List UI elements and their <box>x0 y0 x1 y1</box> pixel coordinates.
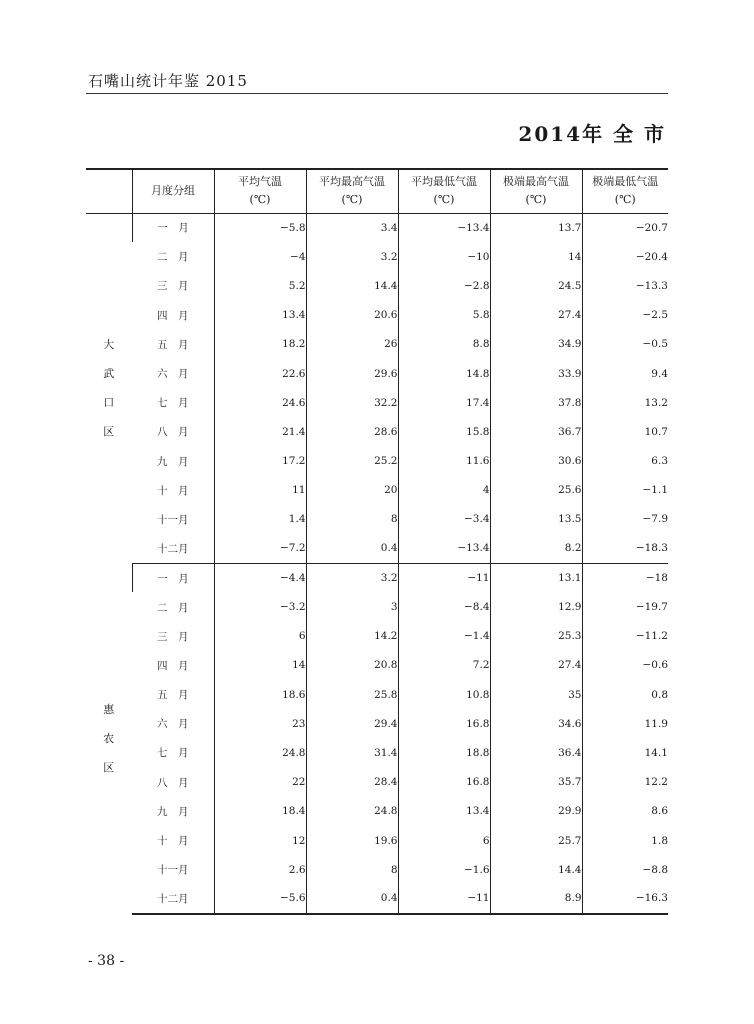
value-cell: 37.8 <box>490 388 582 417</box>
month-cell: 五 月 <box>157 689 189 702</box>
value-cell: 27.4 <box>490 301 582 330</box>
value-cell: 11.9 <box>582 709 668 738</box>
column-unit: (℃) <box>614 193 636 207</box>
column-unit: (℃) <box>249 193 271 207</box>
value-cell: 8.9 <box>490 884 582 913</box>
column-name: 平均气温 <box>238 175 282 189</box>
value-cell: −11 <box>398 884 490 913</box>
value-cell: 36.4 <box>490 738 582 767</box>
column-unit: (℃) <box>525 193 547 207</box>
value-cell: 2.6 <box>214 855 306 884</box>
value-cell: 0.8 <box>582 680 668 709</box>
value-cell: −20.4 <box>582 242 668 271</box>
value-cell: 9.4 <box>582 359 668 388</box>
value-cell: −1.1 <box>582 476 668 505</box>
value-cell: 0.4 <box>306 884 398 913</box>
value-cell: 8 <box>306 855 398 884</box>
month-cell: 一 月 <box>132 213 214 242</box>
district-char: 大 <box>103 338 115 352</box>
value-cell: 22 <box>214 768 306 797</box>
month-cell: 九 月 <box>157 455 189 468</box>
table-row <box>86 738 668 767</box>
value-cell: 14.4 <box>490 855 582 884</box>
value-cell: 11 <box>214 476 306 505</box>
value-cell: 14.8 <box>398 359 490 388</box>
value-cell: 13.5 <box>490 505 582 534</box>
value-cell: 8.6 <box>582 797 668 826</box>
column-header <box>582 169 668 213</box>
month-cell: 十二月 <box>132 534 214 563</box>
table-row <box>86 301 668 330</box>
column-header <box>132 169 214 213</box>
column-name: 平均最低气温 <box>411 175 477 189</box>
month-cell: 四 月 <box>157 659 189 672</box>
table-row <box>86 505 668 534</box>
value-cell: 20 <box>306 476 398 505</box>
value-cell: −18.3 <box>582 534 668 563</box>
value-cell: 3.2 <box>306 563 398 592</box>
value-cell: −10 <box>398 242 490 271</box>
district-char: 农 <box>103 731 115 745</box>
table-row <box>86 768 668 797</box>
table-header-row <box>86 169 668 213</box>
value-cell: 34.9 <box>490 330 582 359</box>
value-cell: 14.1 <box>582 738 668 767</box>
value-cell: 25.6 <box>490 476 582 505</box>
value-cell: 24.5 <box>490 271 582 300</box>
month-cell: 二 月 <box>157 251 189 264</box>
value-cell: 13.1 <box>490 563 582 592</box>
value-cell: 18.8 <box>398 738 490 767</box>
value-cell: 13.4 <box>214 301 306 330</box>
value-cell: 19.6 <box>306 826 398 855</box>
value-cell: 6 <box>398 826 490 855</box>
table-row <box>86 622 668 651</box>
value-cell: 23 <box>214 709 306 738</box>
table-row <box>86 797 668 826</box>
value-cell: 25.7 <box>490 826 582 855</box>
value-cell: −3.2 <box>214 592 306 621</box>
value-cell: 25.8 <box>306 680 398 709</box>
month-cell: 六 月 <box>157 368 189 381</box>
value-cell: 14 <box>214 651 306 680</box>
value-cell: −3.4 <box>398 505 490 534</box>
value-cell: 13.7 <box>490 213 582 242</box>
value-cell: 31.4 <box>306 738 398 767</box>
month-cell: 八 月 <box>157 426 189 439</box>
value-cell: −7.9 <box>582 505 668 534</box>
month-cell: 二 月 <box>157 601 189 614</box>
value-cell: 16.8 <box>398 768 490 797</box>
value-cell: −13.3 <box>582 271 668 300</box>
value-cell: −20.7 <box>582 213 668 242</box>
value-cell: −2.5 <box>582 301 668 330</box>
page-title: 2014年 全 市 <box>518 122 666 146</box>
value-cell: 29.9 <box>490 797 582 826</box>
district-group <box>86 213 668 563</box>
value-cell: −0.6 <box>582 651 668 680</box>
value-cell: 35.7 <box>490 768 582 797</box>
value-cell: 12.2 <box>582 768 668 797</box>
column-header <box>86 169 132 213</box>
value-cell: 29.6 <box>306 359 398 388</box>
value-cell: 20.6 <box>306 301 398 330</box>
value-cell: 5.2 <box>214 271 306 300</box>
value-cell: 6 <box>214 622 306 651</box>
value-cell: 24.8 <box>306 797 398 826</box>
header-rule <box>86 93 668 94</box>
district-char: 惠 <box>103 702 115 716</box>
value-cell: −4 <box>214 242 306 271</box>
page-number: - 38 - <box>88 953 125 969</box>
value-cell: 29.4 <box>306 709 398 738</box>
value-cell: 12.9 <box>490 592 582 621</box>
month-cell: 七 月 <box>157 747 189 760</box>
column-name: 平均最高气温 <box>319 175 385 189</box>
value-cell: 4 <box>398 476 490 505</box>
value-cell: −16.3 <box>582 884 668 913</box>
month-cell: 十一月 <box>157 864 189 877</box>
value-cell: −7.2 <box>214 534 306 563</box>
value-cell: 18.2 <box>214 330 306 359</box>
month-cell: 八 月 <box>157 776 189 789</box>
table-row <box>86 651 668 680</box>
month-cell: 十 月 <box>157 484 189 497</box>
value-cell: −18 <box>582 563 668 592</box>
value-cell: 17.2 <box>214 447 306 476</box>
value-cell: −13.4 <box>398 534 490 563</box>
district-name-cell <box>86 213 132 563</box>
value-cell: −2.8 <box>398 271 490 300</box>
column-header <box>398 169 490 213</box>
month-cell: 三 月 <box>157 280 189 293</box>
value-cell: 8.8 <box>398 330 490 359</box>
month-cell: 七 月 <box>157 397 189 410</box>
column-header <box>214 169 306 213</box>
value-cell: −5.8 <box>214 213 306 242</box>
table-row <box>86 417 668 446</box>
value-cell: 8.2 <box>490 534 582 563</box>
value-cell: 22.6 <box>214 359 306 388</box>
value-cell: 28.4 <box>306 768 398 797</box>
value-cell: −0.5 <box>582 330 668 359</box>
district-char: 区 <box>103 425 115 439</box>
value-cell: 18.6 <box>214 680 306 709</box>
value-cell: 34.6 <box>490 709 582 738</box>
value-cell: 14 <box>490 242 582 271</box>
column-header <box>490 169 582 213</box>
value-cell: 25.2 <box>306 447 398 476</box>
column-header <box>306 169 398 213</box>
value-cell: 16.8 <box>398 709 490 738</box>
value-cell: 8 <box>306 505 398 534</box>
column-unit: (℃) <box>433 193 455 207</box>
table-row <box>86 884 668 913</box>
month-cell: 六 月 <box>157 718 189 731</box>
value-cell: 3.2 <box>306 242 398 271</box>
value-cell: 15.8 <box>398 417 490 446</box>
value-cell: 30.6 <box>490 447 582 476</box>
value-cell: 18.4 <box>214 797 306 826</box>
table-row <box>86 534 668 563</box>
value-cell: 20.8 <box>306 651 398 680</box>
column-unit: (℃) <box>341 193 363 207</box>
month-cell: 十 月 <box>157 835 189 848</box>
value-cell: 1.8 <box>582 826 668 855</box>
table-row <box>86 855 668 884</box>
value-cell: −8.4 <box>398 592 490 621</box>
table-row <box>86 359 668 388</box>
value-cell: 14.4 <box>306 271 398 300</box>
value-cell: −1.4 <box>398 622 490 651</box>
value-cell: 27.4 <box>490 651 582 680</box>
value-cell: 7.2 <box>398 651 490 680</box>
value-cell: 13.2 <box>582 388 668 417</box>
value-cell: 6.3 <box>582 447 668 476</box>
value-cell: 10.8 <box>398 680 490 709</box>
column-name: 极端最高气温 <box>503 175 569 189</box>
climate-table <box>86 168 668 915</box>
table-row <box>86 680 668 709</box>
value-cell: 28.6 <box>306 417 398 446</box>
month-cell: 一 月 <box>132 563 214 592</box>
value-cell: 25.3 <box>490 622 582 651</box>
value-cell: −1.6 <box>398 855 490 884</box>
value-cell: −19.7 <box>582 592 668 621</box>
value-cell: 24.8 <box>214 738 306 767</box>
district-char: 区 <box>103 760 115 774</box>
value-cell: 36.7 <box>490 417 582 446</box>
value-cell: −5.6 <box>214 884 306 913</box>
table-row <box>86 447 668 476</box>
month-cell: 十二月 <box>132 884 214 913</box>
column-name: 极端最低气温 <box>592 175 659 189</box>
district-char: 口 <box>103 396 115 410</box>
table-row <box>86 592 668 621</box>
table-row <box>86 213 668 242</box>
value-cell: 17.4 <box>398 388 490 417</box>
value-cell: −11.2 <box>582 622 668 651</box>
table-row <box>86 330 668 359</box>
value-cell: 3.4 <box>306 213 398 242</box>
table-row <box>86 271 668 300</box>
value-cell: 14.2 <box>306 622 398 651</box>
table-row <box>86 563 668 592</box>
value-cell: 1.4 <box>214 505 306 534</box>
value-cell: 24.6 <box>214 388 306 417</box>
month-cell: 三 月 <box>157 630 189 643</box>
value-cell: 13.4 <box>398 797 490 826</box>
table-row <box>86 826 668 855</box>
value-cell: 3 <box>306 592 398 621</box>
value-cell: −11 <box>398 563 490 592</box>
value-cell: 5.8 <box>398 301 490 330</box>
table-row <box>86 388 668 417</box>
value-cell: 32.2 <box>306 388 398 417</box>
district-group <box>86 563 668 913</box>
column-name: 月度分组 <box>151 184 195 198</box>
value-cell: 26 <box>306 330 398 359</box>
value-cell: 35 <box>490 680 582 709</box>
district-char: 武 <box>103 367 115 381</box>
month-cell: 五 月 <box>157 338 189 351</box>
month-cell: 四 月 <box>157 309 189 322</box>
value-cell: 11.6 <box>398 447 490 476</box>
value-cell: −8.8 <box>582 855 668 884</box>
value-cell: −13.4 <box>398 213 490 242</box>
value-cell: 12 <box>214 826 306 855</box>
table-row <box>86 476 668 505</box>
running-header: 石嘴山统计年鉴 2015 <box>88 72 248 90</box>
table-row <box>86 242 668 271</box>
district-name-cell <box>86 563 132 913</box>
table-row <box>86 709 668 738</box>
month-cell: 十一月 <box>157 513 189 526</box>
value-cell: 33.9 <box>490 359 582 388</box>
month-cell: 九 月 <box>157 805 189 818</box>
value-cell: 21.4 <box>214 417 306 446</box>
value-cell: −4.4 <box>214 563 306 592</box>
value-cell: 10.7 <box>582 417 668 446</box>
value-cell: 0.4 <box>306 534 398 563</box>
